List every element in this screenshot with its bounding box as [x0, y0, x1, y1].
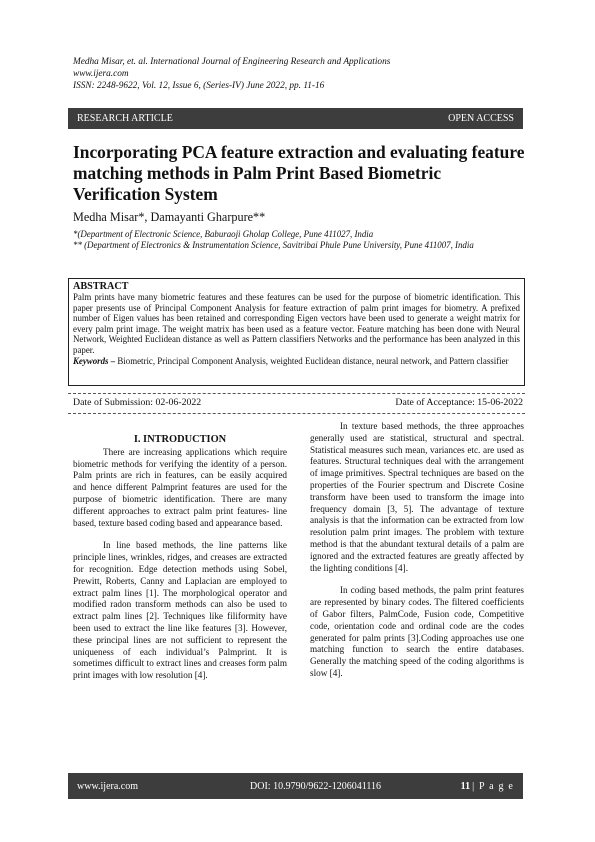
page-number: 11	[460, 780, 471, 792]
journal-url[interactable]: www.ijera.com	[73, 69, 129, 79]
column-right	[310, 421, 524, 680]
page-indicator	[414, 781, 514, 792]
footer-url[interactable]: www.ijera.com	[77, 780, 138, 792]
dates-row	[73, 397, 523, 408]
divider-bottom	[68, 413, 525, 414]
keywords-text: Biometric, Principal Component Analysis, weighted Euclidean distance, neural network, and Pattern classifier	[115, 355, 509, 366]
abstract-text: Palm prints have many biometric features and these features can be used for the purpose of biometric identification. This paper presents use of Principal Component Analysis for feature extraction of palm print images for biometry. A prefixed number of Eigen values has been retained and corresponding Eigen vectors have been used to generate a weight matrix for every palm print image. The weight matrix has been used as a feature vector. Feature matching has been done with Neural Network, Weighted Euclidean distance as well as Pattern classifiers Networks and the performance has been analyzed in this paper.	[73, 292, 520, 355]
paragraph: There are increasing applications which require biometric methods for verifying the identity of a person. Palm prints are rich in features, can be easily acquired and hence different Palmprint features are used for the purpose of biometric identification. There are many different approaches to extract palm print features- line based, texture based coding based and appearance based.	[73, 446, 287, 528]
column-left	[73, 434, 287, 682]
footer-bar	[68, 773, 523, 799]
paragraph: In coding based methods, the palm print features are represented by binary codes. The filtered coefficients of Gabor filters, PalmCode, Fusion code, Competitive code, orientation code and ordinal code are the codes generated for palm prints [3].Coding approaches use one matching function to search the entire databases. Generally the matching speed of the coding algorithms is slow [4].	[310, 585, 524, 678]
section-heading-introduction: I. INTRODUCTION	[133, 434, 227, 445]
affiliations	[73, 229, 523, 251]
affiliation-2: ** (Department of Electronics & Instrumentation Science, Savitribai Phule Pune University, Pune 411007, India	[73, 240, 474, 250]
article-type-bar	[68, 108, 523, 129]
page-label: | P a g e	[472, 780, 514, 792]
journal-citation: Medha Misar, et. al. International Journal of Engineering Research and Applications	[73, 57, 391, 67]
footer-doi[interactable]: DOI: 10.9790/9622-1206041116	[250, 780, 381, 792]
journal-issn: ISSN: 2248-9622, Vol. 12, Issue 6, (Series-IV) June 2022, pp. 11-16	[73, 81, 325, 91]
research-article-label: RESEARCH ARTICLE	[77, 113, 173, 124]
keywords	[73, 356, 520, 367]
abstract-box	[68, 278, 525, 386]
abstract-heading: ABSTRACT	[73, 281, 129, 292]
journal-header	[73, 56, 533, 92]
submission-date: Date of Submission: 02-06-2022	[73, 397, 202, 408]
paper-authors: Medha Misar*, Damayanti Gharpure**	[73, 210, 266, 224]
affiliation-1: *(Department of Electronic Science, Baburaoji Gholap College, Pune 411027, India	[73, 229, 374, 239]
divider-top	[68, 393, 525, 394]
paragraph: In texture based methods, the three approaches generally used are statistical, structural and spectral. Statistical measures such mean, variances etc. are used as features. Structural techniques deal with the arrangement of image primitives. Spectral techniques are based on the properties of the Fourier spectrum and Discrete Cosine transform have been used to transform the image into frequency domain [3, 5]. The advantage of texture analysis is that the information can be extracted from low resolution palm print images. The problem with texture method is that the abundant textural details of a palm are ignored and the extracted features are greatly affected by the lighting conditions [4].	[310, 421, 524, 573]
paragraph: In line based methods, the line patterns like principle lines, wrinkles, ridges, and creases are extracted for recognition. Edge detection methods using Sobel, Prewitt, Roberts, Canny and Laplacian are employed to extract palm lines [1]. The morphological operator and modified radon transform methods can also be used to extract palm lines [2]. Techniques like filiformity have been used to extract the line like features [3]. However, these principal lines are not sufficient to represent the uniqueness of each individual’s Palmprint. It is sometimes difficult to extract lines and creases form palm print images with low resolution [4].	[73, 540, 287, 681]
paper-title: Incorporating PCA feature extraction and evaluating feature matching methods in Palm Print Based Biometric Verification System	[73, 142, 525, 204]
keywords-label: Keywords –	[73, 355, 116, 366]
acceptance-date: Date of Acceptance: 15-06-2022	[395, 397, 523, 408]
open-access-label: OPEN ACCESS	[448, 113, 514, 124]
